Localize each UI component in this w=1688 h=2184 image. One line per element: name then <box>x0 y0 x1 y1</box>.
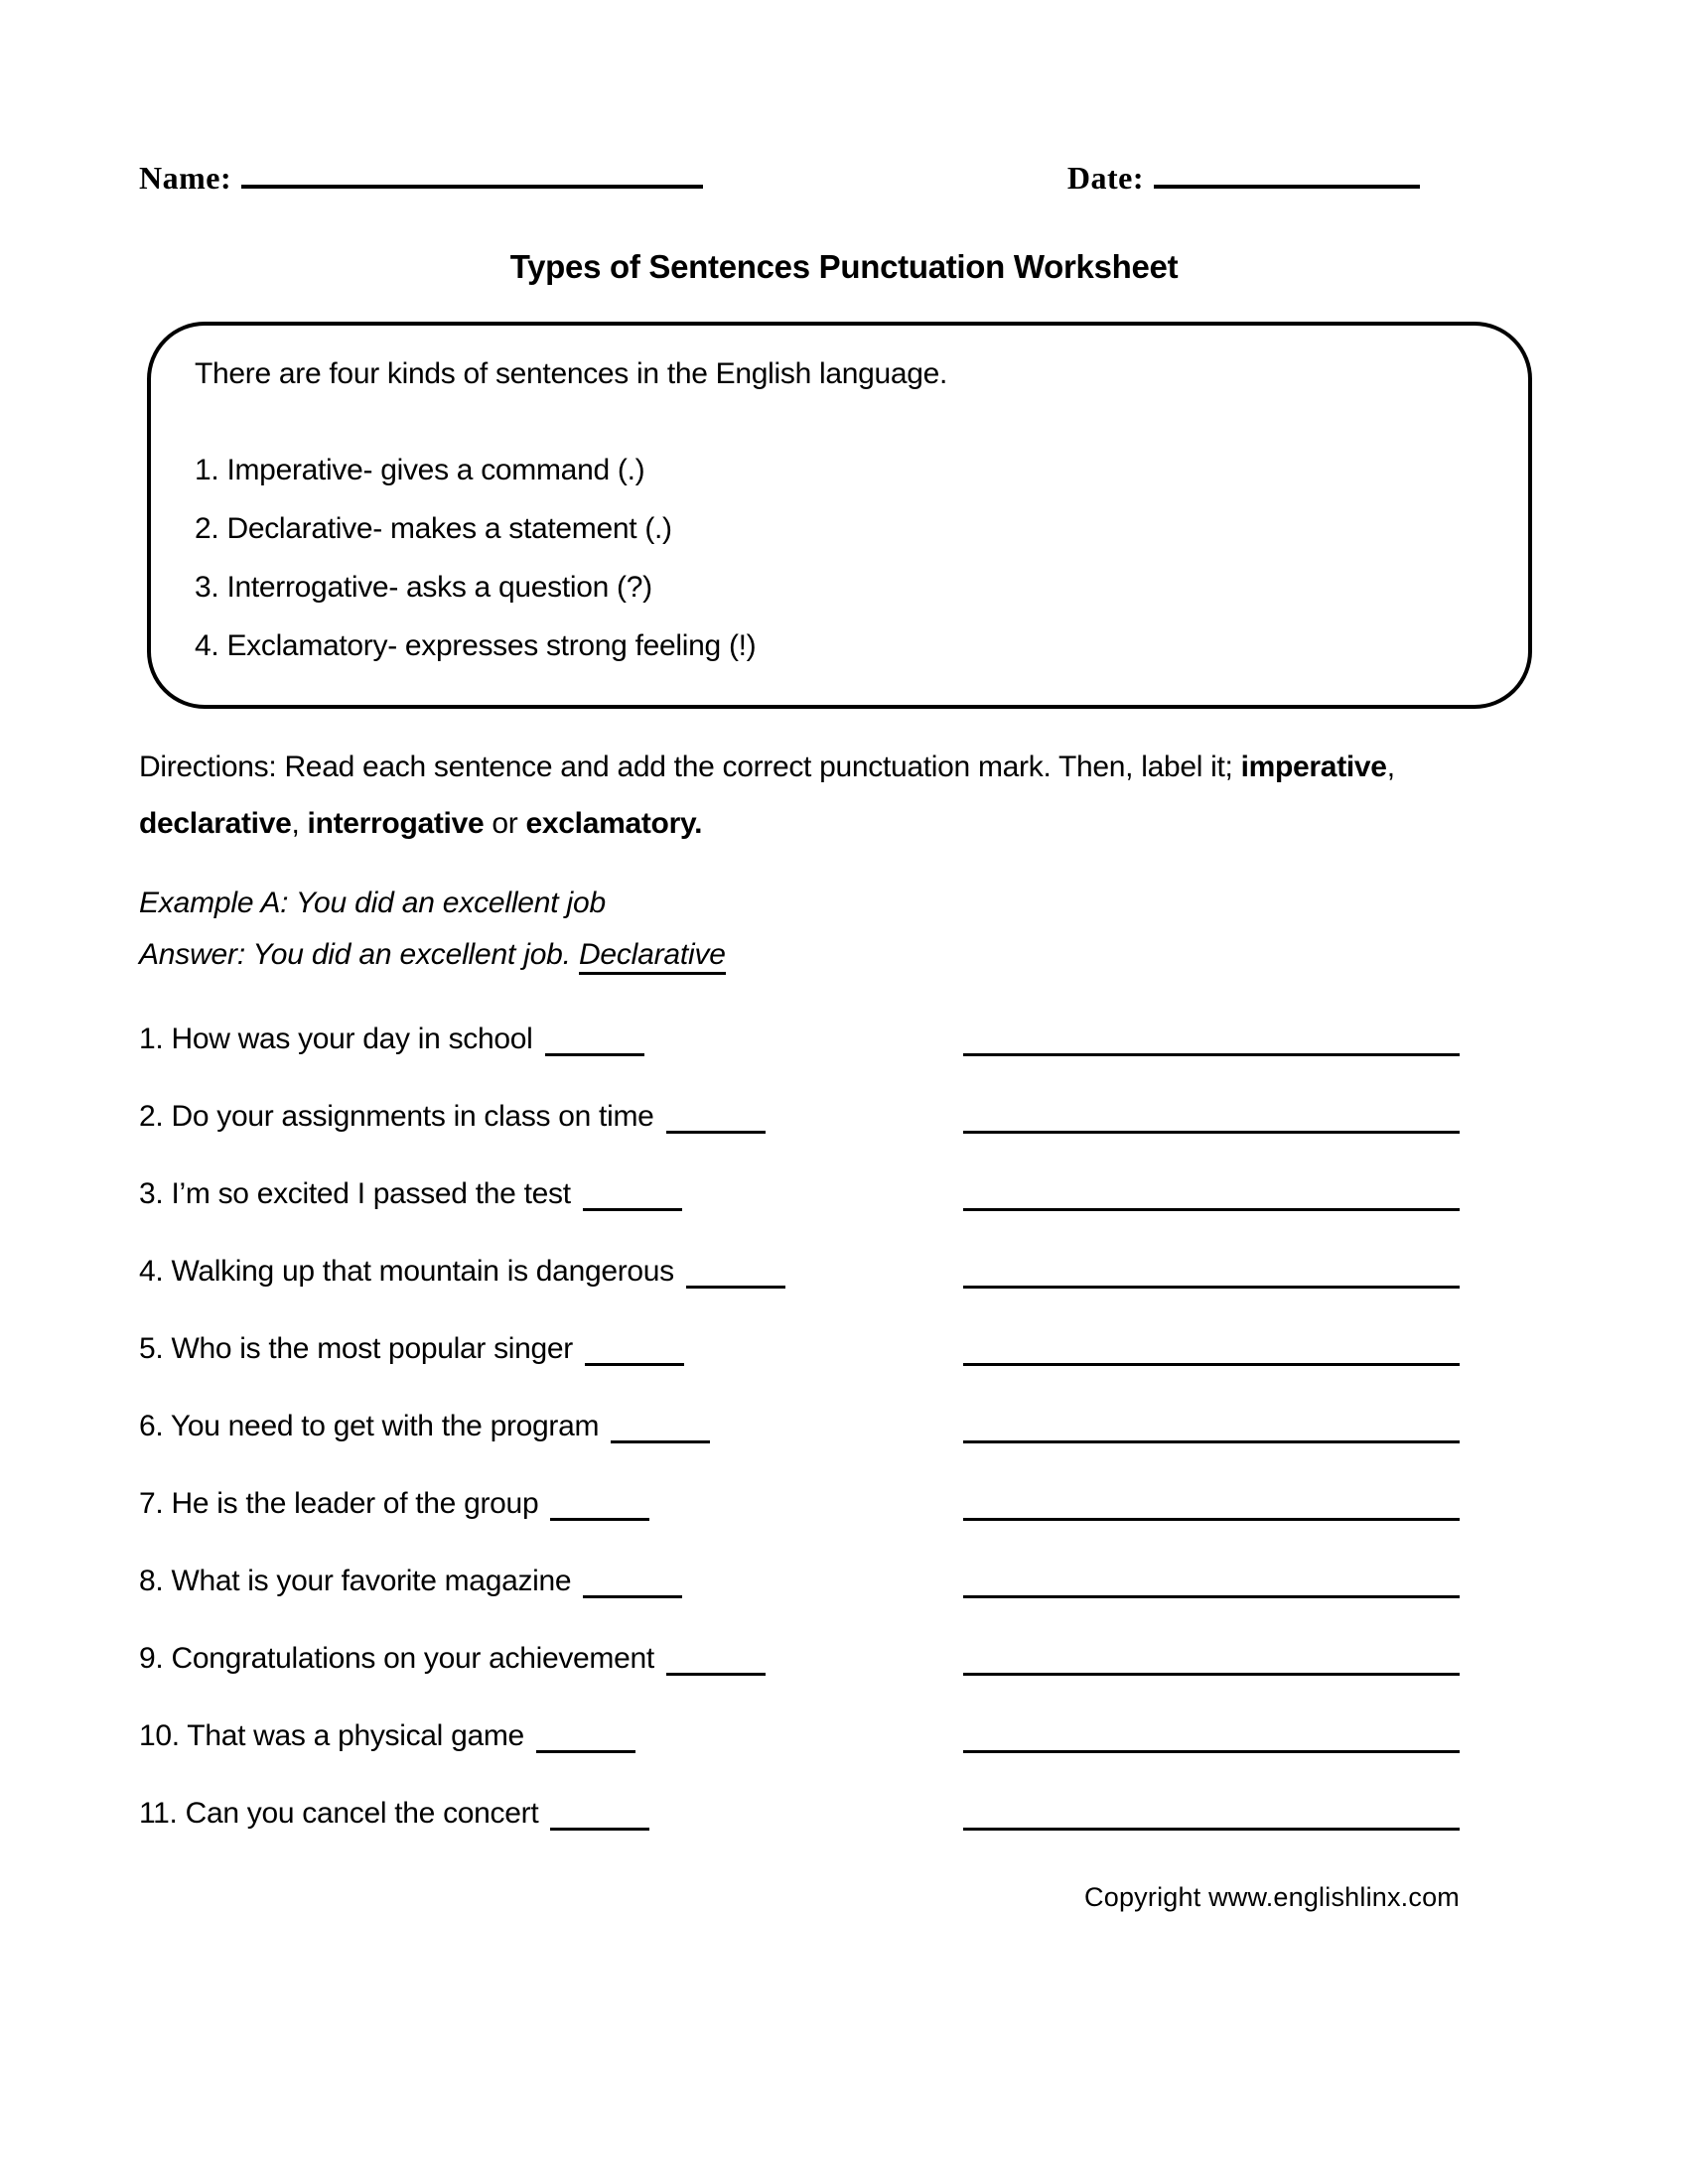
info-box-item-declarative: 2. Declarative- makes a statement (.) <box>195 512 672 545</box>
label-answer-line[interactable] <box>963 1511 1460 1521</box>
directions-segment: Directions: Read each sentence and add the correct punctuation mark. Then, label it; <box>139 751 1241 783</box>
directions-term-declarative: declarative <box>139 807 292 840</box>
question-row-1 <box>139 1023 1460 1056</box>
label-answer-line[interactable] <box>963 1201 1460 1211</box>
question-row-8 <box>139 1565 1460 1598</box>
punctuation-blank[interactable] <box>550 1511 649 1521</box>
name-field <box>139 159 703 197</box>
question-text: 2. Do your assignments in class on time <box>139 1100 654 1133</box>
question-row-7 <box>139 1487 1460 1521</box>
question-row-3 <box>139 1177 1460 1211</box>
punctuation-blank[interactable] <box>583 1588 682 1598</box>
directions-term-imperative: imperative <box>1240 751 1387 783</box>
footer <box>139 1882 1460 1913</box>
date-field <box>1067 159 1420 197</box>
label-answer-line[interactable] <box>963 1124 1460 1134</box>
punctuation-blank[interactable] <box>666 1124 766 1134</box>
question-text: 3. I’m so excited I passed the test <box>139 1177 571 1210</box>
label-answer-line[interactable] <box>963 1743 1460 1753</box>
sentence-types-box <box>147 322 1532 709</box>
label-answer-line[interactable] <box>963 1046 1460 1056</box>
question-text: 9. Congratulations on your achievement <box>139 1642 654 1675</box>
label-answer-line[interactable] <box>963 1821 1460 1831</box>
label-answer-line[interactable] <box>963 1356 1460 1366</box>
name-blank-line[interactable] <box>241 159 703 189</box>
question-row-6 <box>139 1410 1460 1443</box>
punctuation-blank[interactable] <box>583 1201 682 1211</box>
punctuation-blank[interactable] <box>611 1433 710 1443</box>
directions-term-exclamatory: exclamatory <box>525 807 695 840</box>
example-answer-label: Declarative <box>579 938 726 975</box>
question-text: 7. He is the leader of the group <box>139 1487 539 1520</box>
punctuation-blank[interactable] <box>666 1666 766 1676</box>
question-text: 4. Walking up that mountain is dangerous <box>139 1255 674 1288</box>
question-list <box>139 1023 1549 1831</box>
question-row-5 <box>139 1332 1460 1366</box>
question-row-9 <box>139 1642 1460 1676</box>
page-title: Types of Sentences Punctuation Worksheet <box>509 248 1179 285</box>
info-box-item-imperative: 1. Imperative- gives a command (.) <box>195 454 645 486</box>
label-answer-line[interactable] <box>963 1433 1460 1443</box>
date-blank-line[interactable] <box>1154 159 1420 189</box>
label-answer-line[interactable] <box>963 1666 1460 1676</box>
directions-segment: , <box>1386 751 1395 783</box>
directions-text <box>139 739 1460 852</box>
info-box-item-interrogative: 3. Interrogative- asks a question (?) <box>195 571 652 604</box>
example-answer-line <box>139 929 1549 981</box>
directions-segment: , <box>291 807 308 840</box>
example-answer-prefix: Answer: You did an excellent job. <box>139 938 579 971</box>
question-text: 11. Can you cancel the concert <box>139 1797 539 1830</box>
question-text: 5. Who is the most popular singer <box>139 1332 573 1365</box>
question-row-4 <box>139 1255 1460 1289</box>
question-text: 1. How was your day in school <box>139 1023 533 1055</box>
directions-segment: or <box>484 807 526 840</box>
question-row-2 <box>139 1100 1460 1134</box>
info-box-item-exclamatory: 4. Exclamatory- expresses strong feeling (!) <box>195 629 757 662</box>
directions-term-interrogative: interrogative <box>307 807 485 840</box>
question-text: 8. What is your favorite magazine <box>139 1565 572 1597</box>
header <box>139 159 1549 197</box>
directions-segment: . <box>694 807 703 840</box>
punctuation-blank[interactable] <box>585 1356 684 1366</box>
label-answer-line[interactable] <box>963 1279 1460 1289</box>
question-text: 6. You need to get with the program <box>139 1410 600 1442</box>
name-label: Name: <box>139 160 232 196</box>
label-answer-line[interactable] <box>963 1588 1460 1598</box>
punctuation-blank[interactable] <box>545 1046 644 1056</box>
example-block <box>139 878 1549 981</box>
question-row-10 <box>139 1719 1460 1753</box>
copyright-text: Copyright www.englishlinx.com <box>1084 1882 1460 1912</box>
question-text: 10. That was a physical game <box>139 1719 524 1752</box>
question-row-11 <box>139 1797 1460 1831</box>
punctuation-blank[interactable] <box>686 1279 785 1289</box>
example-line: Example A: You did an excellent job <box>139 887 606 919</box>
info-box-intro: There are four kinds of sentences in the English language. <box>195 357 948 390</box>
punctuation-blank[interactable] <box>536 1743 635 1753</box>
punctuation-blank[interactable] <box>550 1821 649 1831</box>
date-label: Date: <box>1066 160 1144 196</box>
